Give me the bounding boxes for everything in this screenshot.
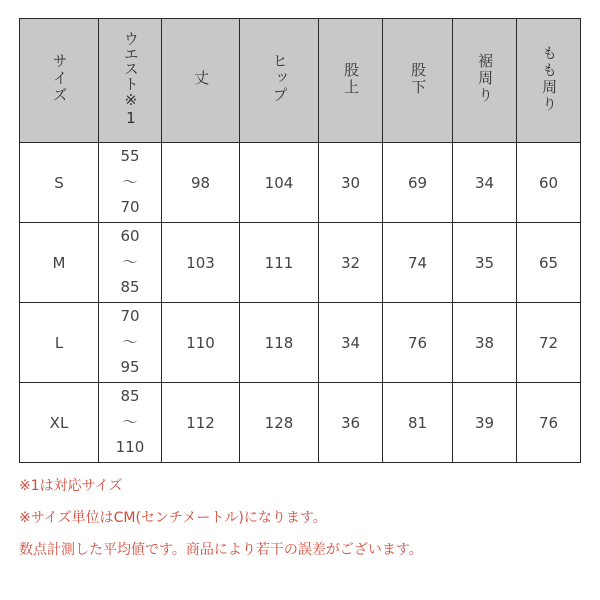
cell-inseam: 74: [383, 223, 453, 303]
cell-hip: 111: [240, 223, 319, 303]
note-waist-reference: ※1は対応サイズ: [19, 478, 123, 494]
waist-sep: ～: [122, 252, 138, 271]
waist-sep: ～: [122, 172, 138, 191]
cell-size: M: [20, 223, 99, 303]
cell-thigh: 72: [517, 303, 581, 383]
waist-max: 85: [120, 278, 140, 297]
cell-inseam: 81: [383, 383, 453, 463]
table-row: [20, 223, 581, 303]
cell-inseam: 69: [383, 143, 453, 223]
header-inseam: [383, 19, 453, 143]
header-size-label: サイズ: [50, 53, 69, 104]
cell-length: 112: [162, 383, 240, 463]
header-rise-label: 股上: [342, 61, 361, 96]
header-inseam-label: 股下: [409, 61, 428, 96]
cell-length: 110: [162, 303, 240, 383]
cell-rise: 36: [319, 383, 383, 463]
cell-hip: 118: [240, 303, 319, 383]
header-rise: [319, 19, 383, 143]
cell-waist: [99, 383, 162, 463]
waist-sep: ～: [122, 412, 138, 431]
cell-rise: 30: [319, 143, 383, 223]
cell-hem: 35: [453, 223, 517, 303]
note-size-unit: ※サイズ単位はCM(センチメートル)になります。: [19, 510, 327, 526]
header-length-label: 丈: [192, 70, 211, 87]
header-hip-label: ヒップ: [270, 53, 289, 104]
cell-rise: 32: [319, 223, 383, 303]
table-row: [20, 383, 581, 463]
table-row: [20, 303, 581, 383]
header-length: [162, 19, 240, 143]
cell-length: 103: [162, 223, 240, 303]
header-hem-label: 裾周り: [476, 53, 495, 104]
cell-waist: [99, 303, 162, 383]
cell-waist: [99, 223, 162, 303]
cell-thigh: 60: [517, 143, 581, 223]
cell-hip: 104: [240, 143, 319, 223]
cell-size: S: [20, 143, 99, 223]
notes-section: [19, 474, 580, 570]
waist-max: 70: [120, 198, 140, 217]
cell-inseam: 76: [383, 303, 453, 383]
waist-min: 70: [120, 307, 140, 326]
waist-max: 110: [115, 438, 145, 457]
header-thigh-label: もも周り: [540, 44, 559, 113]
header-hem: [453, 19, 517, 143]
table-row: [20, 143, 581, 223]
cell-waist: [99, 143, 162, 223]
cell-hip: 128: [240, 383, 319, 463]
waist-min: 60: [120, 227, 140, 246]
header-row: [20, 19, 581, 143]
cell-size: L: [20, 303, 99, 383]
header-waist: [99, 19, 162, 143]
cell-size: XL: [20, 383, 99, 463]
size-chart-table: [19, 18, 581, 463]
header-thigh: [517, 19, 581, 143]
cell-thigh: 65: [517, 223, 581, 303]
cell-hem: 39: [453, 383, 517, 463]
waist-sep: ～: [122, 332, 138, 351]
header-waist-label: ウエスト※1: [121, 30, 140, 127]
cell-hem: 38: [453, 303, 517, 383]
header-size: [20, 19, 99, 143]
cell-thigh: 76: [517, 383, 581, 463]
waist-min: 55: [120, 147, 140, 166]
waist-min: 85: [120, 387, 140, 406]
header-hip: [240, 19, 319, 143]
cell-rise: 34: [319, 303, 383, 383]
waist-max: 95: [120, 358, 140, 377]
cell-hem: 34: [453, 143, 517, 223]
note-measurement-disclaimer: 数点計測した平均値です。商品により若干の誤差がございます。: [19, 542, 423, 558]
cell-length: 98: [162, 143, 240, 223]
